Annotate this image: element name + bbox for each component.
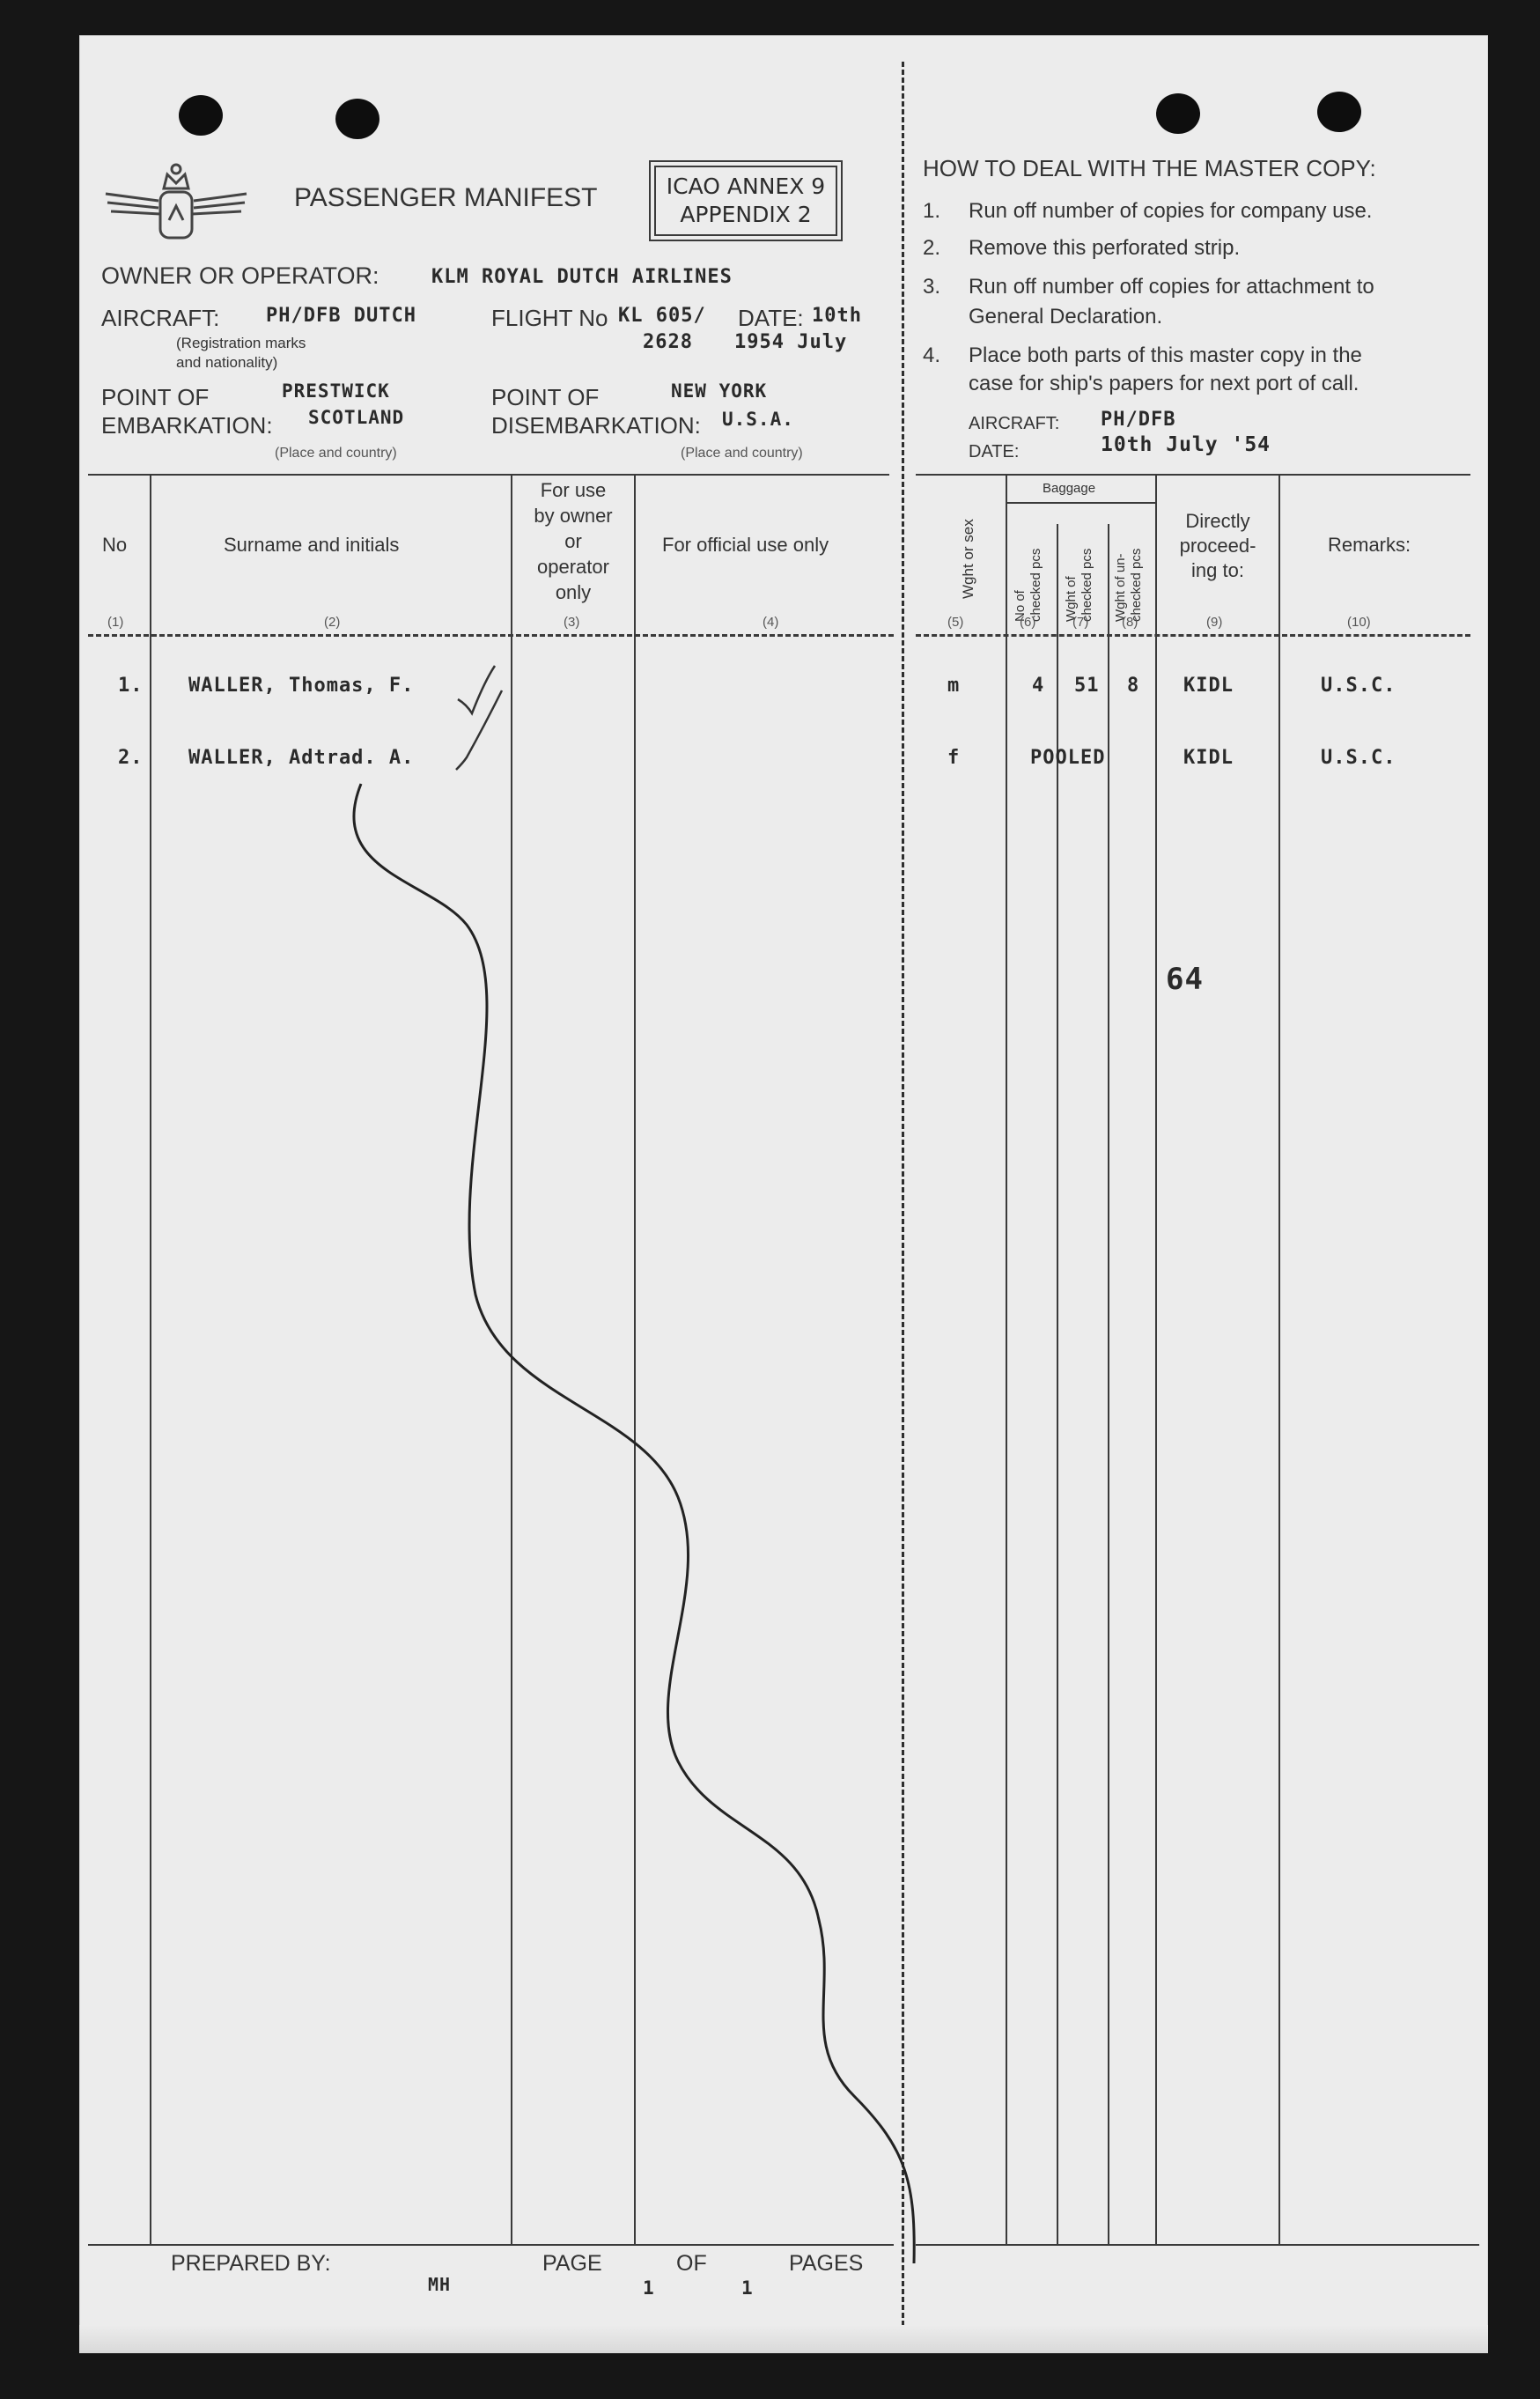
proceeding-line-3: ing to: xyxy=(1191,559,1244,581)
instruction-2-text: Remove this perforated strip. xyxy=(969,236,1241,260)
instructions-title: HOW TO DEAL WITH THE MASTER COPY: xyxy=(923,155,1376,181)
icao-line-2: APPENDIX 2 xyxy=(680,202,812,227)
checked-pcs-line-2: checked pcs xyxy=(1028,548,1043,622)
checked-wght-line-1: Wght of xyxy=(1064,576,1079,622)
strip-aircraft-label: AIRCRAFT: xyxy=(969,414,1060,433)
instruction-1-text: Run off number of copies for company use. xyxy=(969,199,1373,223)
pages-label: PAGES xyxy=(789,2251,864,2276)
embark-label-1: POINT OF xyxy=(101,384,210,410)
col-remarks-header: Remarks: xyxy=(1328,534,1411,556)
col-weight-sex-header: Wght or sex xyxy=(960,519,976,599)
instruction-1-num: 1. xyxy=(923,199,941,223)
embark-value-1: PRESTWICK xyxy=(282,380,390,402)
prepared-by-label: PREPARED BY: xyxy=(171,2251,331,2276)
icao-line-1: ICAO ANNEX 9 xyxy=(666,173,826,199)
disembark-label-2: DISEMBARKATION: xyxy=(491,412,701,439)
col-baggage-header: Baggage xyxy=(1043,481,1096,496)
embark-label-2: EMBARKATION: xyxy=(101,412,273,439)
instruction-3-text-1: Run off number off copies for attachment to xyxy=(969,275,1374,299)
of-value: 1 xyxy=(741,2277,754,2299)
col-num-9: (9) xyxy=(1206,615,1223,630)
col-num-4: (4) xyxy=(763,615,779,630)
unchecked-wght-line-1: Wght of un- xyxy=(1113,553,1128,622)
proceeding-line-2: proceed- xyxy=(1179,535,1256,557)
manifest-page xyxy=(79,35,1488,2353)
checked-pcs-line-1: No of xyxy=(1013,590,1028,622)
aircraft-label: AIRCRAFT: xyxy=(101,305,220,331)
col-num-6: (6) xyxy=(1020,615,1036,630)
date-value-1: 10th xyxy=(812,305,862,327)
torn-edge xyxy=(79,2325,1488,2353)
row-pooled: POOLED xyxy=(1030,747,1106,769)
col-no-header: No xyxy=(102,534,128,556)
col-num-1: (1) xyxy=(107,615,124,630)
disembark-value-2: U.S.A. xyxy=(722,409,794,430)
col-num-3: (3) xyxy=(564,615,580,630)
row-sex: f xyxy=(947,747,961,769)
col-num-7: (7) xyxy=(1072,615,1089,630)
of-label: OF xyxy=(676,2251,707,2276)
registration-note-1: (Registration marks xyxy=(176,335,306,351)
col-num-10: (10) xyxy=(1347,615,1371,630)
page-label: PAGE xyxy=(542,2251,602,2276)
owner-use-line-3: or xyxy=(564,530,582,552)
row-no: 1. xyxy=(118,675,144,697)
instruction-4-text-1: Place both parts of this master copy in the xyxy=(969,343,1362,367)
owner-use-line-2: by owner xyxy=(534,505,613,527)
aircraft-value: PH/DFB DUTCH xyxy=(266,305,416,327)
row-proceeding: KIDL xyxy=(1183,747,1234,769)
registration-note-2: and nationality) xyxy=(176,354,278,371)
disembark-label-1: POINT OF xyxy=(491,384,600,410)
row-proceeding: KIDL xyxy=(1183,675,1234,697)
flight-value-2: 2628 xyxy=(643,331,693,353)
date-value-2: 1954 July xyxy=(734,331,848,353)
instruction-3-text-2: General Declaration. xyxy=(969,305,1163,328)
row-name: WALLER, Thomas, F. xyxy=(188,675,415,697)
flight-value-1: KL 605/ xyxy=(618,305,706,327)
row-sex: m xyxy=(947,675,961,697)
col-num-2: (2) xyxy=(324,615,341,630)
page-value: 1 xyxy=(643,2277,655,2299)
stamp-number: 64 xyxy=(1166,962,1204,997)
embark-value-2: SCOTLAND xyxy=(308,407,405,428)
row-name: WALLER, Adtrad. A. xyxy=(188,747,415,769)
owner-use-line-4: operator xyxy=(537,556,609,578)
checked-wght-line-2: checked pcs xyxy=(1079,548,1094,622)
owner-use-line-5: only xyxy=(555,581,592,603)
col-num-8: (8) xyxy=(1122,615,1138,630)
owner-label: OWNER OR OPERATOR: xyxy=(101,262,379,289)
manifest-title: PASSENGER MANIFEST xyxy=(294,183,598,212)
row-checked-wght: 51 xyxy=(1074,675,1100,697)
embark-place-note: (Place and country) xyxy=(275,446,397,461)
flight-label: FLIGHT No xyxy=(491,305,608,331)
strip-aircraft-value: PH/DFB xyxy=(1101,409,1176,431)
proceeding-line-1: Directly xyxy=(1185,510,1250,532)
row-checked-pcs: 4 xyxy=(1032,675,1045,697)
strip-date-label: DATE: xyxy=(969,442,1020,461)
strip-date-value: 10th July '54 xyxy=(1101,433,1271,456)
row-no: 2. xyxy=(118,747,144,769)
instruction-2-num: 2. xyxy=(923,236,941,260)
instruction-3-num: 3. xyxy=(923,275,941,299)
instruction-4-text-2: case for ship's papers for next port of call. xyxy=(969,372,1359,395)
row-remarks: U.S.C. xyxy=(1321,747,1396,769)
instruction-4-num: 4. xyxy=(923,343,941,367)
strike-line xyxy=(79,35,1488,2325)
owner-use-line-1: For use xyxy=(540,479,607,501)
col-official-header: For official use only xyxy=(662,534,829,556)
date-label: DATE: xyxy=(738,305,804,331)
row-unchecked-wght: 8 xyxy=(1127,675,1140,697)
row-remarks: U.S.C. xyxy=(1321,675,1396,697)
prepared-by-value: MH xyxy=(428,2274,452,2295)
disembark-value-1: NEW YORK xyxy=(671,380,768,402)
col-surname-header: Surname and initials xyxy=(224,534,400,556)
col-num-5: (5) xyxy=(947,615,964,630)
disembark-place-note: (Place and country) xyxy=(681,446,803,461)
unchecked-wght-line-2: checked pcs xyxy=(1129,548,1144,622)
owner-value: KLM ROYAL DUTCH AIRLINES xyxy=(431,266,733,288)
